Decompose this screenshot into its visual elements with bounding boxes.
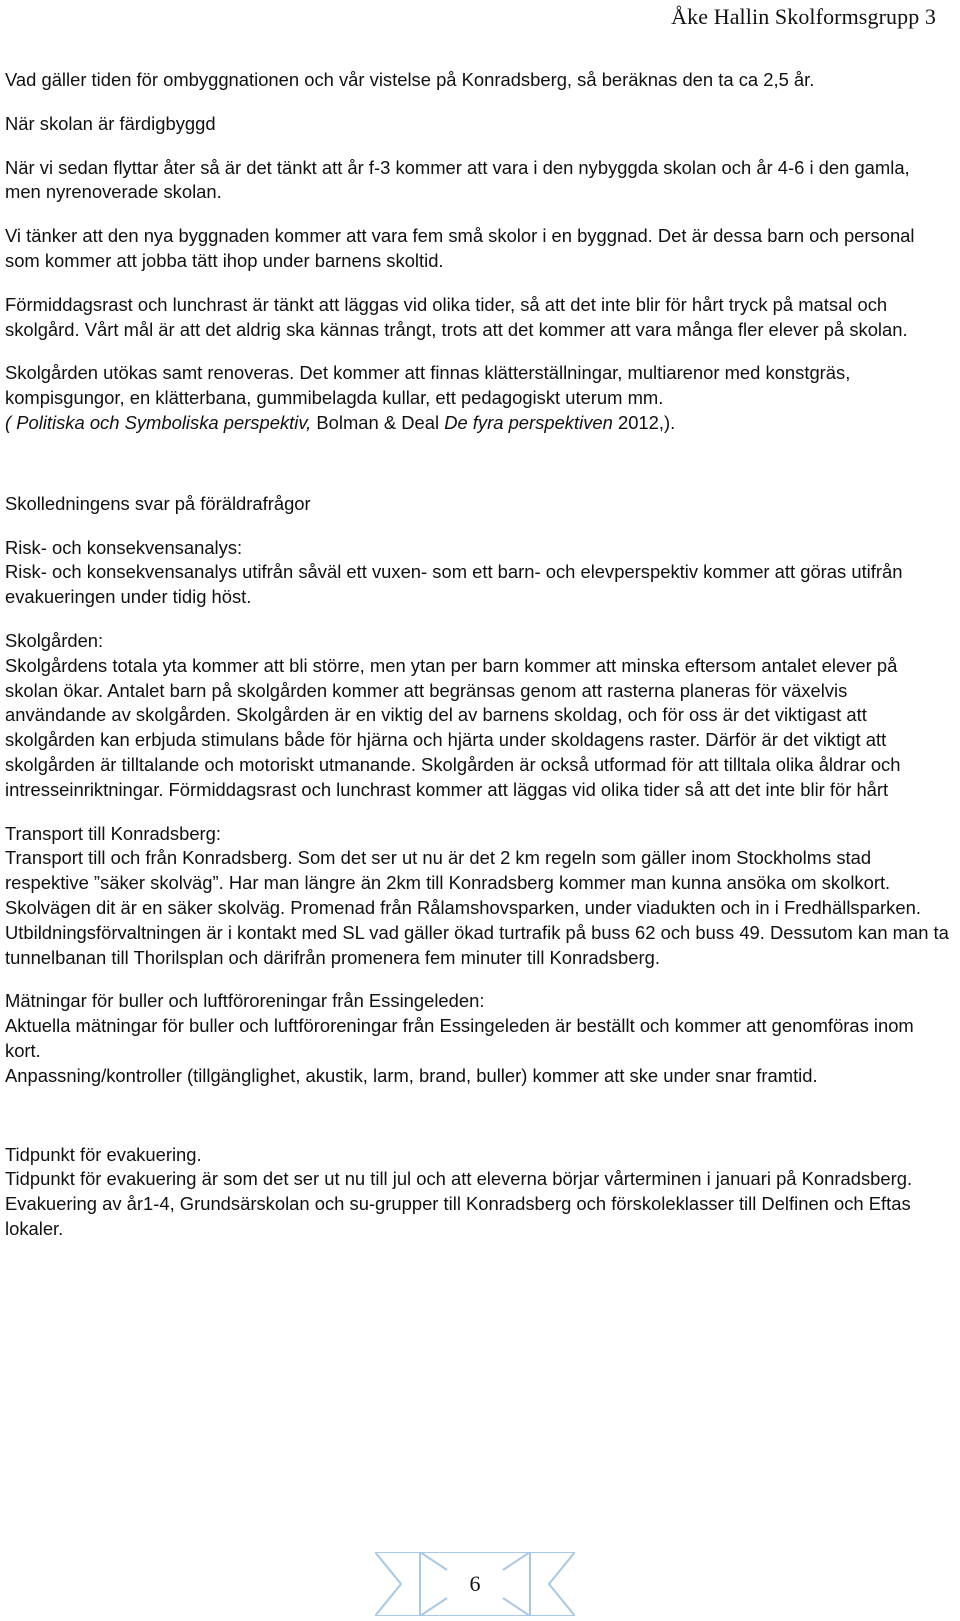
schoolyard-renovation-text: Skolgården utökas samt renoveras. Det kommer att finnas klätterställningar, multiarenor med konstgräs, kompisgungor, en klätterbana, gummibelagda kullar, ett pedagogiskt uterum mm. xyxy=(5,362,851,409)
paragraph-school-completed: När skolan är färdigbyggd xyxy=(5,112,216,134)
page-header: Åke Hallin Skolformsgrupp 3 xyxy=(671,4,936,29)
section-measurements xyxy=(5,989,950,1088)
citation-perspectives: ( Politiska och Symboliska perspektiv, xyxy=(5,411,312,433)
citation-authors: Bolman & Deal xyxy=(311,411,445,433)
paragraph-small-schools: Vi tänker att den nya byggnaden kommer att vara fem små skolor i en byggnad. Det är dessa barn och personal som kommer att jobba tätt ihop under barnens skoltid. xyxy=(5,225,915,271)
transport-title: Transport till Konradsberg: xyxy=(5,822,222,844)
paragraph-breaks: Förmiddagsrast och lunchrast är tänkt att läggas vid olika tider, så att det inte blir för hårt tryck på matsal och skolgård. Vårt mål är att det aldrig ska kännas trångt, trots att det kommer att vara många fler elever på skolan. xyxy=(5,293,908,340)
section-risk-analysis xyxy=(5,536,950,610)
transport-text: Transport till och från Konradsberg. Som det ser ut nu är det 2 km regeln som gäller inom Stockholms stad respektive ”säker skolväg”. Har man längre än 2km till Konradsberg kommer man kunna ansöka om skolkort. Skolvägen dit är en säker skolväg. Promenad från Rålamshovsparken, under viadukten och in i Fredhällsparken. Utbildningsförvaltningen är i kontakt med SL vad gäller ökad turtrafik på buss 62 och buss 49. Dessutom kan man ta tunnelbanan till Thorilsplan och därifrån promenera fem minuter till Konradsberg. xyxy=(5,847,949,968)
schoolyard-title: Skolgården: xyxy=(5,629,104,651)
page-number-badge xyxy=(375,1552,575,1616)
paragraph-schoolyard-renovation xyxy=(5,361,950,435)
section-schoolyard xyxy=(5,629,950,803)
paragraph-move-back: När vi sedan flyttar åter så är det tänkt att år f-3 kommer att vara i den nybyggda skolan och år 4-6 i den gamla, men nyrenoverade skolan. xyxy=(5,156,910,203)
measurements-title: Mätningar för buller och luftföroreningar från Essingeleden: xyxy=(5,990,485,1012)
adaptation-text: Anpassning/kontroller (tillgänglighet, akustik, larm, brand, buller) kommer att ske under snar framtid. xyxy=(5,1064,818,1086)
citation-year: 2012,). xyxy=(612,411,676,433)
risk-analysis-text: Risk- och konsekvensanalys utifrån såväl ett vuxen- som ett barn- och elevperspektiv kommer att göras utifrån evakueringen under tidig höst. xyxy=(5,561,903,608)
paragraph-renovation-duration: Vad gäller tiden för ombyggnationen och vår vistelse på Konradsberg, så beräknas den ta ca 2,5 år. xyxy=(5,69,815,90)
section-evacuation-time xyxy=(5,1143,950,1242)
section-transport xyxy=(5,822,950,971)
citation-book-title: De fyra perspektiven xyxy=(444,411,613,433)
schoolyard-text: Skolgårdens totala yta kommer att bli större, men ytan per barn kommer att minska eftersom antalet elever på skolan ökar. Antalet barn på skolgården kommer att begränsas genom att rasterna planeras för växelvis användande av skolgården. Skolgården är en viktig del av barnens skoldag, och för oss är det viktigast att skolgården kan erbjuda stimulans både för hjärna och hjärta under skoldagens raster. Därför är det viktigt att skolgården är tilltalande och motoriskt utmanande. Skolgården är också utformad för att tilltala olika åldrar och intresseinriktningar. Förmiddagsrast och lunchrast kommer att läggas vid olika tider så att det inte blir för hårt xyxy=(5,654,901,800)
evacuation-time-title: Tidpunkt för evakuering. xyxy=(5,1143,202,1165)
document-content xyxy=(5,68,950,1261)
measurements-text: Aktuella mätningar för buller och luftföroreningar från Essingeleden är beställt och kommer att genomföras inom kort. xyxy=(5,1015,914,1061)
page-number: 6 xyxy=(469,1571,481,1596)
risk-analysis-title: Risk- och konsekvensanalys: xyxy=(5,536,243,558)
evacuation-time-text: Tidpunkt för evakuering är som det ser ut nu till jul och att eleverna börjar vårterminen i januari på Konradsberg. Evakuering av år1-4, Grundsärskolan och su-grupper till Konradsberg och förskoleklasser till Delfinen och Eftas lokaler. xyxy=(5,1168,913,1239)
section-heading-school-answers: Skolledningens svar på föräldrafrågor xyxy=(5,492,311,514)
